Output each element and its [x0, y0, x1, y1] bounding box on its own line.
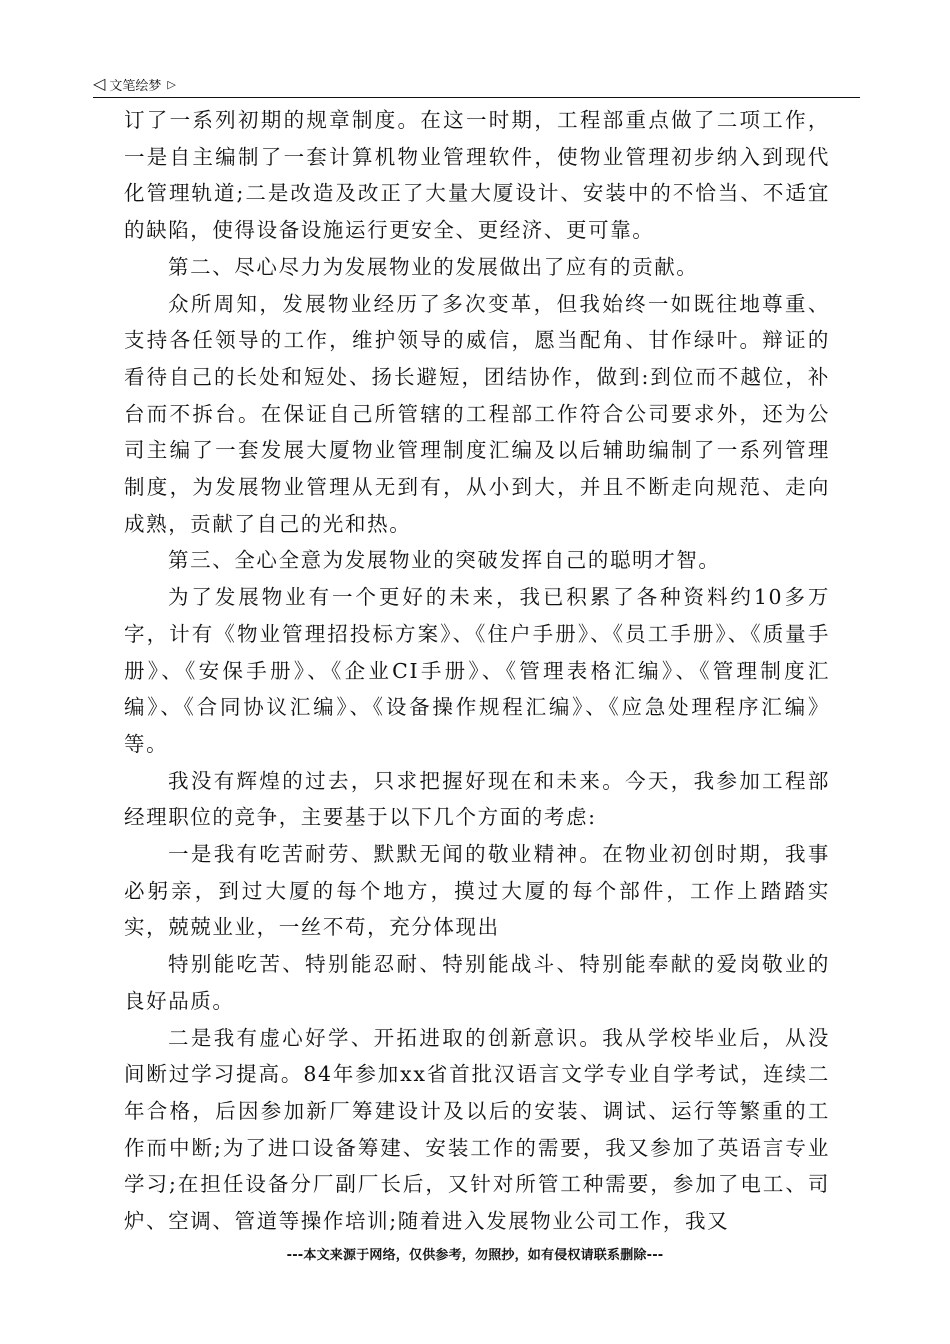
paragraph: 我没有辉煌的过去，只求把握好现在和未来。今天，我参加工程部经理职位的竞争，主要基于以下几个方面的考虑:	[124, 768, 830, 830]
paragraph: 众所周知，发展物业经历了多次变革，但我始终一如既往地尊重、支持各任领导的工作，维护领导的威信，愿当配角、甘作绿叶。辩证的看待自己的长处和短处、扬长避短，团结协作，做到:到位而不越位，补台而不拆台。在保证自己所管辖的工程部工作符合公司要求外，还为公司主编了一套发展大厦物业管理制度汇编及以后辅助编制了一系列管理制度，为发展物业管理从无到有，从小到大，并且不断走向规范、走向成熟，贡献了自己的光和热。	[124, 291, 830, 536]
paragraph: 二是我有虚心好学、开拓进取的创新意识。我从学校毕业后，从没间断过学习提高。84年参加xx省首批汉语言文学专业自学考试，连续二年合格，后因参加新厂筹建设计及以后的安装、调试、运行等繁重的工作而中断;为了进口设备筹建、安装工作的需要，我又参加了英语言专业学习;在担任设备分厂副厂长后，又针对所管工种需要，参加了电工、司炉、空调、管道等操作培训;随着进入发展物业公司工作，我又	[124, 1025, 830, 1234]
triangle-right-icon: ▷	[167, 77, 176, 91]
document-body	[124, 102, 830, 1240]
triangle-left-icon: ◁	[93, 74, 106, 93]
paragraph: 特别能吃苦、特别能忍耐、特别能战斗、特别能奉献的爱岗敬业的良好品质。	[124, 952, 830, 1013]
paragraph: 为了发展物业有一个更好的未来，我已积累了各种资料约10多万字，计有《物业管理招投标方案》、《住户手册》、《员工手册》、《质量手册》、《安保手册》、《企业CI手册》、《管理表格汇编》、《管理制度汇编》、《合同协议汇编》、《设备操作规程汇编》、《应急处理程序汇编》等。	[124, 585, 830, 756]
header-title: 文笔绘梦	[109, 78, 162, 94]
paragraph: 一是我有吃苦耐劳、默默无闻的敬业精神。在物业初创时期，我事必躬亲，到过大厦的每个地方，摸过大厦的每个部件，工作上踏踏实实，兢兢业业，一丝不苟，充分体现出	[124, 842, 830, 940]
paragraph: 第三、全心全意为发展物业的突破发挥自己的聪明才智。	[168, 548, 721, 573]
page-footer-disclaimer: ---本文来源于网络，仅供参考，勿照抄，如有侵权请联系删除---	[286, 1248, 664, 1263]
page-header	[93, 73, 176, 95]
header-divider	[93, 97, 860, 98]
paragraph: 订了一系列初期的规章制度。在这一时期，工程部重点做了二项工作，一是自主编制了一套计算机物业管理软件，使物业管理初步纳入到现代化管理轨道;二是改造及改正了大量大厦设计、安装中的不恰当、不适宜的缺陷，使得设备设施运行更安全、更经济、更可靠。	[124, 108, 830, 243]
paragraph: 第二、尽心尽力为发展物业的发展做出了应有的贡献。	[168, 254, 699, 279]
